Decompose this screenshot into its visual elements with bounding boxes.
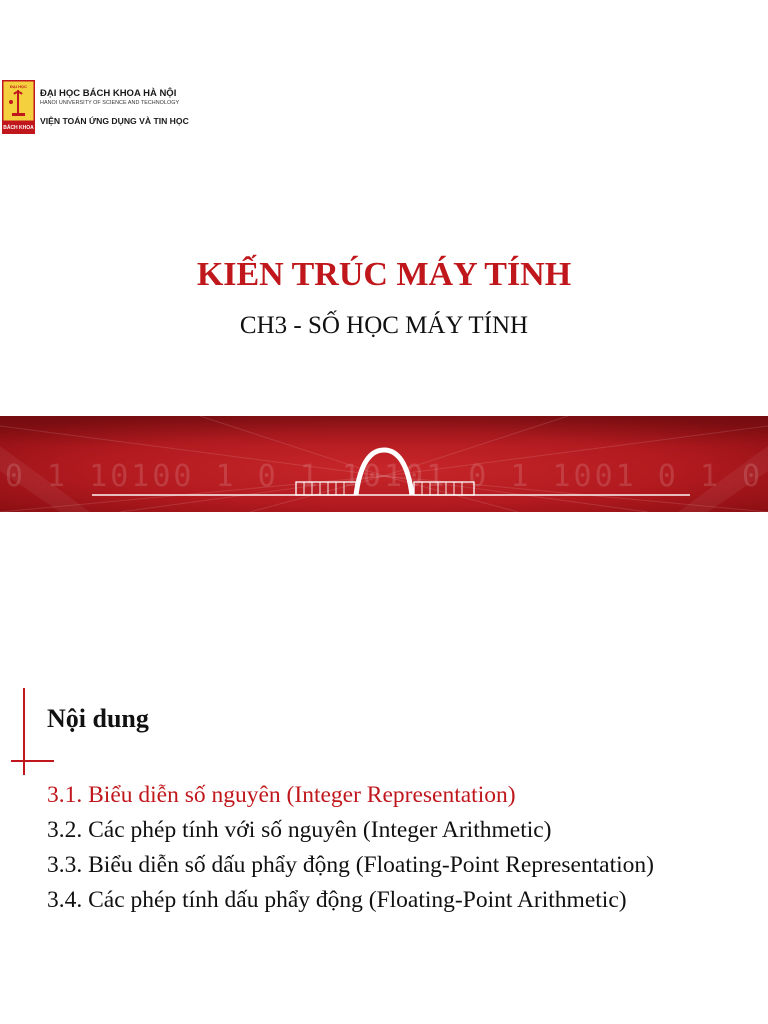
logo-text-top: ĐẠI HỌC: [10, 84, 27, 89]
page-subtitle: CH3 - SỐ HỌC MÁY TÍNH: [239, 312, 529, 339]
contents-list: [47, 778, 654, 918]
banner-image: [0, 416, 768, 512]
university-english-name: HANOI UNIVERSITY OF SCIENCE AND TECHNOLOGY: [40, 100, 180, 106]
page-title: KIẾN TRÚC MÁY TÍNH: [196, 256, 572, 293]
institute-name: VIỆN TOÁN ỨNG DỤNG VÀ TIN HỌC: [40, 116, 189, 126]
banner-binary-text: 0 1 10100 1 0 1 10101 0 1 1001 0 1 0: [4, 459, 764, 494]
contents-item-3-2: 3.2. Các phép tính với số nguyên (Integer Arithmetic): [47, 817, 552, 843]
contents-item-3-4: 3.4. Các phép tính dấu phẩy động (Floating-Point Arithmetic): [47, 887, 627, 913]
contents-item-3-3: 3.3. Biểu diễn số dấu phẩy động (Floating-Point Representation): [47, 852, 654, 878]
section-accent-tick: [11, 760, 54, 762]
university-name: ĐẠI HỌC BÁCH KHOA HÀ NỘI: [40, 88, 177, 99]
contents-heading: Nội dung: [47, 704, 149, 733]
logo-text-bottom: BÁCH KHOA: [3, 125, 34, 131]
contents-item-3-1: 3.1. Biểu diễn số nguyên (Integer Representation): [47, 782, 516, 808]
university-logo: [2, 80, 35, 134]
